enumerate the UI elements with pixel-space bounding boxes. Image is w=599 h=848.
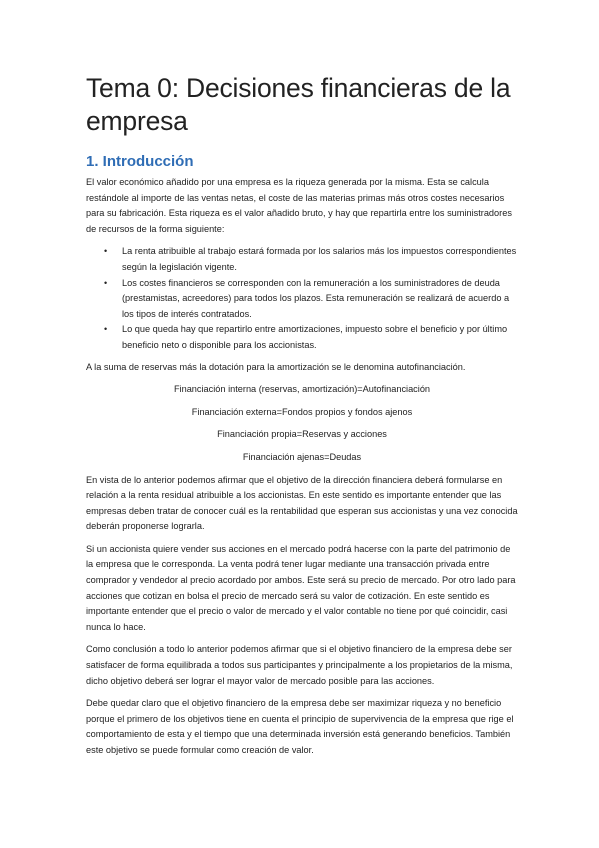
formula-line: Financiación propia=Reservas y acciones	[217, 429, 387, 440]
intro-paragraph: El valor económico añadido por una empresa es la riqueza generada por la misma. Esta se calcula restándole al importe de las ventas netas, el coste de las materias primas más otros costes necesarios para su fabricación. Esta riqueza es el valor añadido bruto, y hay que repartirla entre los suministradores de recursos de la forma siguiente:	[86, 177, 512, 234]
paragraph: Como conclusión a todo lo anterior podemos afirmar que si el objetivo financiero de la empresa debe ser satisfacer de forma equilibrada a todos sus participantes y principalmente a los propietarios de la misma, dicho objetivo deberá ser lograr el mayor valor de mercado posible para las acciones.	[86, 644, 513, 686]
formula-line: Financiación interna (reservas, amortización)=Autofinanciación	[173, 384, 431, 395]
list-item-text: La renta atribuible al trabajo estará formada por los salarios más los impuestos correspondientes según la legislación vigente.	[122, 246, 517, 272]
bullet-list	[86, 244, 518, 353]
formula-line: Financiación externa=Fondos propios y fondos ajenos	[191, 406, 413, 417]
list-item	[104, 276, 518, 323]
paragraph: Si un accionista quiere vender sus acciones en el mercado podrá hacerse con la parte del patrimonio de la empresa que le corresponda. La venta podrá tener lugar mediante una transacción privada entre comprador y vendedor al precio acordado por ambos. Este será su precio de mercado. Por otro lado para acciones que cotizan en bolsa el precio de mercado será su valor de cotización. En este sentido es importante entender que el precio o valor de mercado y el valor contable no tiene por qué coincidir, casi nunca lo hace.	[86, 543, 516, 632]
document-body	[86, 72, 518, 766]
paragraph: En vista de lo anterior podemos afirmar que el objetivo de la dirección financiera deberá formularse en relación a la renta residual atribuible a los accionistas. En este sentido es importante entender que las empresas deben tratar de conocer cuál es la rentabilidad que esperan sus accionistas y una vez conocida deberán proponerse lograrla.	[86, 474, 518, 532]
list-item	[104, 244, 518, 275]
section-heading: 1. Introducción	[86, 153, 194, 170]
bullet-icon: •	[104, 246, 108, 257]
paragraph: Debe quedar claro que el objetivo financiero de la empresa debe ser maximizar riqueza y no beneficio porque el primero de los objetivos tiene en cuenta el principio de supervivencia de la empresa que rige el comportamiento de esta y el tiempo que una determinada inversión está generando beneficios. También este objetivo se puede formular como creación de valor.	[86, 698, 514, 755]
page-title: Tema 0: Decisiones financieras de la empresa	[86, 73, 511, 136]
list-item-text: Los costes financieros se corresponden con la remuneración a los suministradores de deuda (prestamistas, acreedores) para todos los plazos. Esta remuneración se realizará de acuerdo a los tipos de interés contratados.	[122, 277, 510, 319]
formula-line: Financiación ajenas=Deudas	[242, 451, 362, 462]
bullet-icon: •	[104, 277, 108, 288]
reserves-paragraph: A la suma de reservas más la dotación para la amortización se le denomina autofinanciación.	[86, 361, 466, 372]
list-item	[104, 322, 518, 353]
list-item-text: Lo que queda hay que repartirlo entre amortizaciones, impuesto sobre el beneficio y por último beneficio neto o disponible para los accionistas.	[122, 324, 508, 350]
bullet-icon: •	[104, 324, 108, 335]
